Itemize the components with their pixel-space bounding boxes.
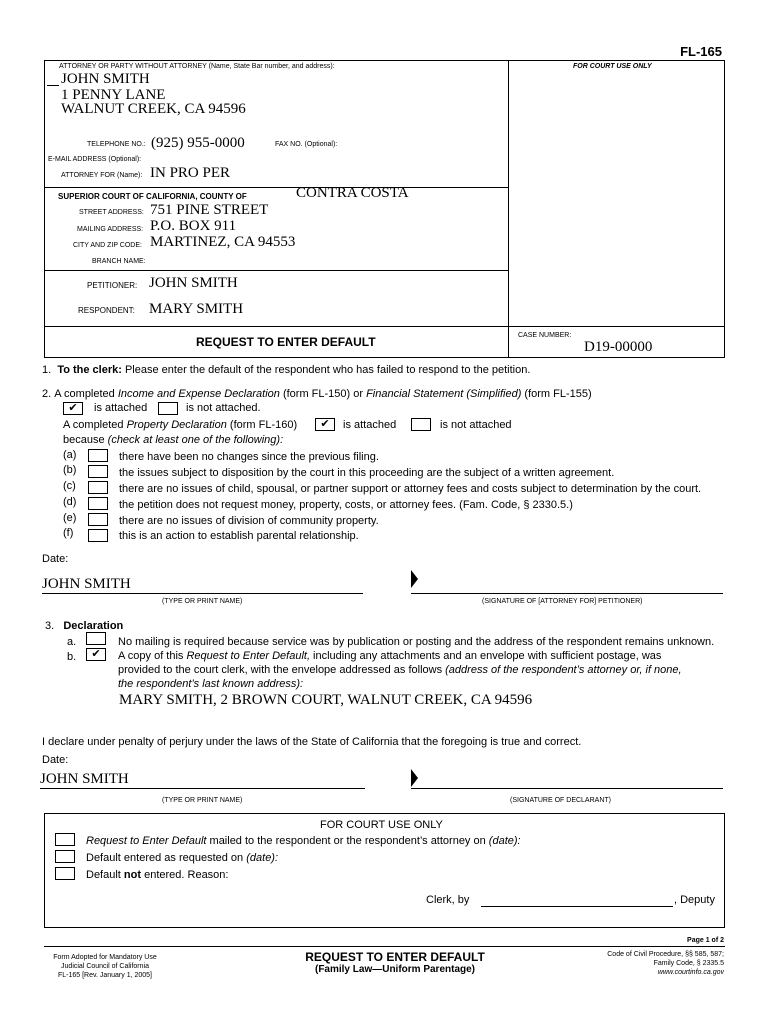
court-box-title: FOR COURT USE ONLY xyxy=(320,819,443,831)
fl150-attached-label: is attached xyxy=(94,402,148,414)
option-b-letter: (b) xyxy=(63,464,77,476)
item-2-line-3-a: A completed xyxy=(63,419,127,431)
signature-arrow-icon xyxy=(411,769,418,787)
signature-label-1: (SIGNATURE OF [ATTORNEY FOR] PETITIONER) xyxy=(482,598,643,605)
telephone-label: TELEPHONE NO.: xyxy=(87,141,146,148)
court-line-3-c: entered. Reason: xyxy=(141,869,229,881)
footer-title-2: (Family Law—Uniform Parentage) xyxy=(314,964,476,975)
option-b-text: the issues subject to disposition by the court in this proceeding are the subject of a written agreement. xyxy=(119,467,615,479)
because-text: because xyxy=(63,434,108,446)
case-number-value[interactable]: D19-00000 xyxy=(584,339,653,355)
attorney-for-label: ATTORNEY FOR (Name): xyxy=(61,172,143,179)
option-d-letter: (d) xyxy=(63,496,77,508)
fl150-not-attached-label: is not attached. xyxy=(186,402,261,414)
fl160-attached-label: is attached xyxy=(343,419,397,431)
item-2-text-c: (form FL-150) or xyxy=(279,388,367,400)
item-3-title: Declaration xyxy=(63,620,124,632)
type-name-2[interactable]: JOHN SMITH xyxy=(40,771,129,787)
option-e-letter: (e) xyxy=(63,512,77,524)
checkbox-option-e[interactable] xyxy=(88,513,108,526)
court-use-label: FOR COURT USE ONLY xyxy=(573,63,652,70)
item-1-text: Please enter the default of the respondent who has failed to respond to the petition. xyxy=(124,364,531,376)
attorney-address-1[interactable]: 1 PENNY LANE xyxy=(61,87,166,103)
perjury-statement: I declare under penalty of perjury under the laws of the State of California that the foregoing is true and correct. xyxy=(42,736,582,748)
form-title: REQUEST TO ENTER DEFAULT xyxy=(196,335,376,349)
because-instruction: (check at least one of the following): xyxy=(107,434,284,446)
footer-rule xyxy=(44,946,725,947)
checkbox-fl150-attached[interactable]: ✔ xyxy=(63,402,83,415)
county-value[interactable]: CONTRA COSTA xyxy=(296,185,409,201)
option-d-text: the petition does not request money, property, costs, or attorney fees. (Fam. Code, § 2330.5.) xyxy=(119,499,573,511)
form-code: FL-165 xyxy=(680,44,722,59)
footer-left-3: FL-165 [Rev. January 1, 2005] xyxy=(57,972,153,979)
caption-bottom-border xyxy=(44,357,724,358)
checkbox-fl150-not-attached[interactable] xyxy=(158,402,178,415)
footer-right-3[interactable]: www.courtinfo.ca.gov xyxy=(657,969,724,976)
item-2-text-a: A completed xyxy=(54,388,118,400)
item-2-text-b: Income and Expense Declaration xyxy=(117,388,280,400)
item-1 xyxy=(42,364,530,376)
date-label-2: Date: xyxy=(42,754,69,766)
item-3b-l1-c: including any attachments and an envelope with sufficient postage, was xyxy=(310,650,662,662)
item-2-text-e: (form FL-155) xyxy=(521,388,592,400)
clerk-label: Clerk, by xyxy=(426,894,470,906)
checkbox-court-not-entered[interactable] xyxy=(55,867,75,880)
attorney-label: ATTORNEY OR PARTY WITHOUT ATTORNEY (Name, State Bar number, and address): xyxy=(59,63,335,70)
checkbox-3a[interactable] xyxy=(86,632,106,645)
court-line-1-a: Request to Enter Default xyxy=(86,835,207,847)
respondent-label: RESPONDENT: xyxy=(78,306,135,315)
court-line-1 xyxy=(86,835,521,847)
caption-rule-2 xyxy=(44,270,508,271)
option-e-text: there are no issues of division of community property. xyxy=(119,515,379,527)
item-3a-text: No mailing is required because service was by publication or posting and the address of the respondent remains unknown. xyxy=(118,636,715,648)
checkbox-fl160-attached[interactable]: ✔ xyxy=(315,418,335,431)
footer-left xyxy=(50,953,160,980)
item-3-heading xyxy=(45,620,123,632)
item-2-num: 2. xyxy=(42,388,52,400)
option-f-text: this is an action to establish parental relationship. xyxy=(119,530,359,542)
checkbox-fl160-not-attached[interactable] xyxy=(411,418,431,431)
item-2-line-3-c: (form FL-160) xyxy=(226,419,298,431)
option-a-text: there have been no changes since the previous filing. xyxy=(119,451,379,463)
item-2-text-d: Financial Statement (Simplified) xyxy=(366,388,522,400)
court-line-3-b: not xyxy=(123,869,142,881)
type-name-line-2 xyxy=(40,788,365,789)
caption-right-border xyxy=(724,60,725,358)
street-value[interactable]: 751 PINE STREET xyxy=(150,202,269,218)
footer-right-1: Code of Civil Procedure, §§ 585, 587; xyxy=(607,951,724,958)
option-f-letter: (f) xyxy=(63,527,74,539)
signature-line-1[interactable] xyxy=(411,593,723,594)
fl160-not-attached-label: is not attached xyxy=(440,419,512,431)
mailing-value[interactable]: P.O. BOX 911 xyxy=(150,218,237,234)
respondent-mail-address[interactable]: MARY SMITH, 2 BROWN COURT, WALNUT CREEK, CA 94596 xyxy=(119,692,533,708)
branch-label: BRANCH NAME: xyxy=(92,258,146,265)
footer-left-2: Judicial Council of California xyxy=(61,963,149,970)
item-3a-letter: a. xyxy=(67,636,77,648)
court-line-1-b: mailed to the respondent or the respondent’s attorney on xyxy=(206,835,489,847)
type-name-1[interactable]: JOHN SMITH xyxy=(42,576,131,592)
court-line-1-c: (date): xyxy=(488,835,521,847)
email-label: E-MAIL ADDRESS (Optional): xyxy=(48,156,142,163)
footer-right-2: Family Code, § 2335.5 xyxy=(653,960,724,967)
item-3b-l1-a: A copy of this xyxy=(118,650,187,662)
item-3b-line-2 xyxy=(118,664,682,676)
court-line-3-a: Default xyxy=(86,869,124,881)
item-2-because xyxy=(63,434,283,446)
caption-left-border xyxy=(44,60,45,358)
item-2-line-1 xyxy=(42,388,592,400)
item-2-line-3 xyxy=(63,419,297,431)
checkbox-option-c[interactable] xyxy=(88,481,108,494)
type-name-line-1 xyxy=(42,593,363,594)
name-underscore xyxy=(47,85,59,86)
option-c-text: there are no issues of child, spousal, or partner support or attorney fees and costs subject to determination by the court. xyxy=(119,483,702,495)
checkbox-court-mailed[interactable] xyxy=(55,833,75,846)
item-1-num: 1. xyxy=(42,364,52,376)
attorney-address-2[interactable]: WALNUT CREEK, CA 94596 xyxy=(61,101,246,117)
court-line-3 xyxy=(86,869,228,881)
date-label-1: Date: xyxy=(42,553,69,565)
item-2-line-3-b: Property Declaration xyxy=(126,419,227,431)
court-label: SUPERIOR COURT OF CALIFORNIA, COUNTY OF xyxy=(58,192,247,201)
footer-right xyxy=(607,950,724,977)
signature-line-2[interactable] xyxy=(411,788,723,789)
item-3b-line-3: the respondent’s last known address): xyxy=(118,678,304,690)
case-number-label: CASE NUMBER: xyxy=(518,332,572,339)
item-3-num: 3. xyxy=(45,620,55,632)
attorney-name[interactable]: JOHN SMITH xyxy=(61,71,150,87)
type-name-label-1: (TYPE OR PRINT NAME) xyxy=(162,598,243,605)
footer-left-1: Form Adopted for Mandatory Use xyxy=(53,954,157,961)
item-3b-l2-a: provided to the court clerk, with the envelope addressed as follows xyxy=(118,664,446,676)
court-line-2 xyxy=(86,852,278,864)
city-label: CITY AND ZIP CODE: xyxy=(73,242,142,249)
checkbox-option-f[interactable] xyxy=(88,529,108,542)
telephone-value[interactable]: (925) 955-0000 xyxy=(151,135,245,151)
fax-label: FAX NO. (Optional): xyxy=(275,141,338,148)
page-number: Page 1 of 2 xyxy=(687,937,724,944)
mailing-label: MAILING ADDRESS: xyxy=(77,226,144,233)
court-line-2-a: Default entered as requested on xyxy=(86,852,247,864)
option-a-letter: (a) xyxy=(63,449,77,461)
item-3b-line-1 xyxy=(118,650,661,662)
petitioner-label: PETITIONER: xyxy=(87,281,138,290)
respondent-value[interactable]: MARY SMITH xyxy=(149,301,244,317)
checkbox-option-a[interactable] xyxy=(88,449,108,462)
city-value[interactable]: MARTINEZ, CA 94553 xyxy=(150,234,296,250)
street-label: STREET ADDRESS: xyxy=(79,209,144,216)
clerk-line[interactable] xyxy=(481,906,673,907)
deputy-label: , Deputy xyxy=(674,894,715,906)
option-c-letter: (c) xyxy=(63,480,76,492)
item-3b-letter: b. xyxy=(67,651,77,663)
caption-divider xyxy=(508,60,509,358)
signature-arrow-icon xyxy=(411,570,418,588)
item-3b-l1-b: Request to Enter Default, xyxy=(186,650,310,662)
type-name-label-2: (TYPE OR PRINT NAME) xyxy=(162,797,243,804)
caption-rule-1 xyxy=(44,187,508,188)
caption-top-border xyxy=(44,60,724,61)
attorney-for-value[interactable]: IN PRO PER xyxy=(150,165,231,181)
checkbox-option-b[interactable] xyxy=(88,465,108,478)
footer-title-1: REQUEST TO ENTER DEFAULT xyxy=(305,950,485,964)
court-line-2-b: (date): xyxy=(246,852,279,864)
item-3b-l2-b: (address of the respondent’s attorney or, if none, xyxy=(445,664,682,676)
item-1-lead: To the clerk: xyxy=(57,364,122,376)
checkbox-court-entered[interactable] xyxy=(55,850,75,863)
signature-label-2: (SIGNATURE OF DECLARANT) xyxy=(510,797,611,804)
petitioner-value[interactable]: JOHN SMITH xyxy=(149,275,238,291)
caption-rule-3 xyxy=(44,326,724,327)
checkbox-option-d[interactable] xyxy=(88,497,108,510)
checkbox-3b[interactable]: ✔ xyxy=(86,648,106,661)
